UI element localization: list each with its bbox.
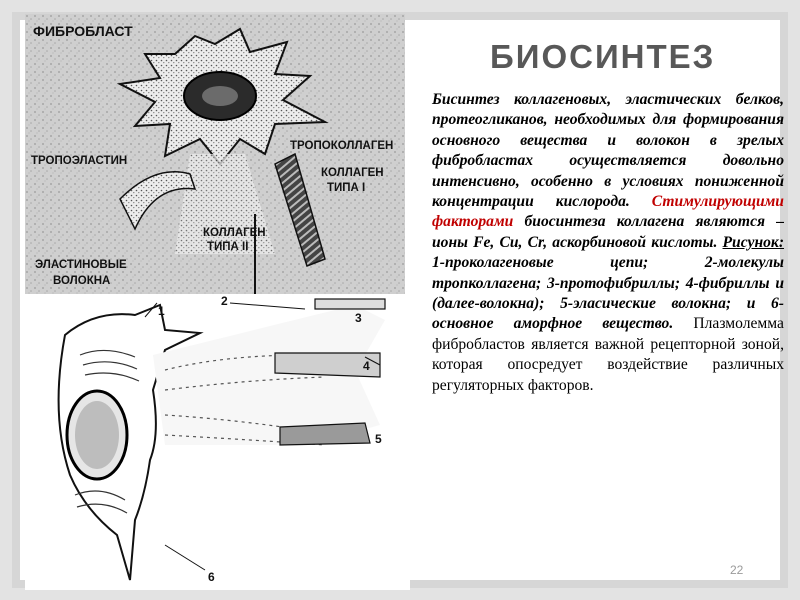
text-run-regular: Плазмолемма фибробластов является важной рецепторной зоной, которая опосредует воздействие различных регуляторных факторов.	[432, 315, 784, 394]
marker-1: 1	[158, 304, 165, 318]
marker-4: 4	[363, 359, 370, 373]
label-collagen-type-2-line1: КОЛЛАГЕН	[203, 227, 266, 239]
label-tropoelastin: ТРОПОЭЛАСТИН	[31, 155, 128, 167]
label-elastic-fibres-line2: ВОЛОКНА	[53, 275, 111, 287]
leader-2	[230, 303, 305, 309]
text-run-italic: Бисинтез коллагеновых, эластических белков, протеогликанов, необходимых для формирования основного вещества и волокон в зрелых фибробластах осуществляется довольно интенсивно, особенно в условиях пониженной концентрации кислорода.	[432, 91, 784, 211]
figure-title: ФИБРОБЛАСТ	[33, 23, 133, 39]
slide-body-text	[432, 90, 784, 396]
fibrillogenesis-drawing	[25, 295, 410, 590]
marker-6: 6	[208, 570, 215, 584]
protofibril-3	[315, 299, 385, 309]
fibroblast-figure	[25, 14, 405, 294]
label-collagen-type-2-line2: ТИПА II	[207, 241, 249, 253]
marker-5: 5	[375, 432, 382, 446]
marker-3: 3	[355, 311, 362, 325]
slide-title: БИОСИНТЕЗ	[490, 38, 716, 75]
label-collagen-type-1-line2: ТИПА I	[327, 182, 366, 194]
marker-2: 2	[221, 295, 228, 308]
label-tropocollagen: ТРОПОКОЛЛАГЕН	[290, 140, 394, 152]
label-collagen-type-1-line1: КОЛЛАГЕН	[321, 167, 384, 179]
chromatin	[75, 401, 119, 469]
text-run-stimulating-factors: Стимулирующими факторами	[432, 193, 784, 231]
text-run-figure-label: Рисунок:	[722, 233, 785, 251]
label-elastic-fibres-line1: ЭЛАСТИНОВЫЕ	[35, 259, 127, 271]
text-run-italic: биосинтеза коллагена являются – ионы Fe, Cu, Cr, аскорбиновой кислоты.	[432, 213, 784, 251]
text-run-figure-legend: 1-проколагеновые цепи; 2-молекулы тропколлагена; 3-протофибриллы; 4-фибриллы и (далее-волокна); 5-эласические волокна; и 6-основное аморфное вещество.	[432, 254, 784, 333]
fibroblast-drawing	[25, 14, 405, 294]
page-number: 22	[730, 563, 744, 577]
elastic-fibre-5	[280, 423, 370, 445]
fibrillogenesis-figure	[25, 295, 410, 590]
nucleolus	[202, 86, 238, 106]
leader-6	[165, 545, 205, 570]
